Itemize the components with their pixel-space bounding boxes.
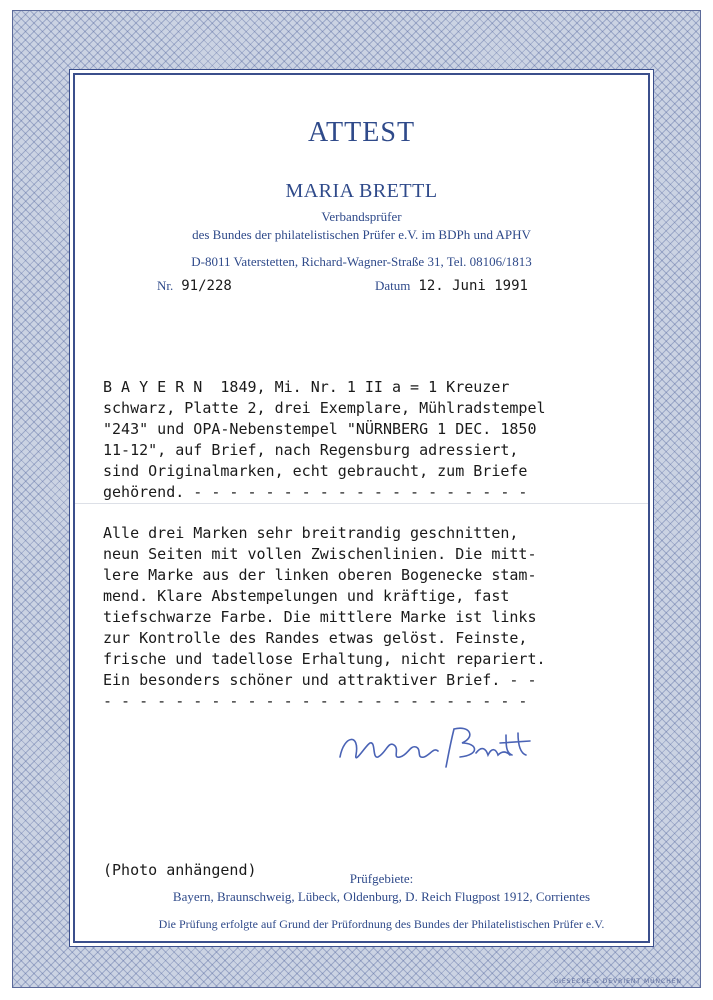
- examiner-role: Verbandsprüfer: [321, 209, 402, 224]
- body-line: gehörend. - - - - - - - - - - - - - - - - - - -: [103, 483, 528, 501]
- body-line: frische und tadellose Erhaltung, nicht repariert.: [103, 650, 546, 668]
- examiner-name: MARIA BRETTL: [285, 180, 438, 202]
- body-line: zur Kontrolle des Randes etwas gelöst. Feinste,: [103, 629, 528, 647]
- pruefgebiete-label: Prüfgebiete:: [349, 871, 414, 886]
- body-line: - - - - - - - - - - - - - - - - - - - - - - - -: [103, 692, 528, 710]
- body-line: neun Seiten mit vollen Zwischenlinien. Die mitt-: [103, 545, 537, 563]
- body-line: "243" und OPA-Nebenstempel "NÜRNBERG 1 DEC. 1850: [103, 420, 537, 438]
- photo-note: (Photo anhängend): [103, 861, 257, 879]
- datum-label: Datum: [375, 278, 411, 293]
- address-line: D-8011 Vaterstetten, Richard-Wagner-Straße 31, Tel. 08106/1813: [191, 254, 532, 269]
- certificate-title: ATTEST: [307, 117, 416, 148]
- pruefgebiete-list: Bayern, Braunschweig, Lübeck, Oldenburg, D. Reich Flugpost 1912, Corrientes: [172, 889, 591, 904]
- body-line: lere Marke aus der linken oberen Bogenecke stam-: [103, 566, 537, 584]
- body-line: 11-12", auf Brief, nach Regensburg adressiert,: [103, 441, 519, 459]
- guilloche-border: [12, 10, 701, 988]
- examination-notice: Die Prüfung erfolgte auf Grund der Prüfordnung des Bundes der Philatelistischen Prüfer e.V.: [158, 917, 605, 931]
- body-line: tiefschwarze Farbe. Die mittlere Marke ist links: [103, 608, 537, 626]
- body-line: sind Originalmarken, echt gebraucht, zum Briefe: [103, 462, 528, 480]
- body-line: Alle drei Marken sehr breitrandig geschnitten,: [103, 524, 519, 542]
- certificate-panel: [73, 73, 650, 943]
- nr-value: 91/228: [181, 278, 232, 294]
- fold-line: [75, 503, 648, 504]
- printer-mark: GIESECKE & DEVRIENT MÜNCHEN: [553, 978, 682, 985]
- body-line: Ein besonders schöner und attraktiver Brief. - -: [103, 671, 537, 689]
- association-line: des Bundes der philatelistischen Prüfer e.V. im BDPh und APHV: [192, 227, 531, 242]
- body-line: B A Y E R N 1849, Mi. Nr. 1 II a = 1 Kreuzer: [103, 378, 510, 396]
- certificate-date: [375, 277, 528, 295]
- handwritten-signature: [330, 715, 550, 775]
- nr-label: Nr.: [157, 278, 174, 293]
- body-line: mend. Klare Abstempelungen und kräftige, fast: [103, 587, 510, 605]
- certificate-number: [157, 277, 232, 295]
- datum-value: 12. Juni 1991: [418, 278, 528, 294]
- body-line: schwarz, Platte 2, drei Exemplare, Mühlradstempel: [103, 399, 546, 417]
